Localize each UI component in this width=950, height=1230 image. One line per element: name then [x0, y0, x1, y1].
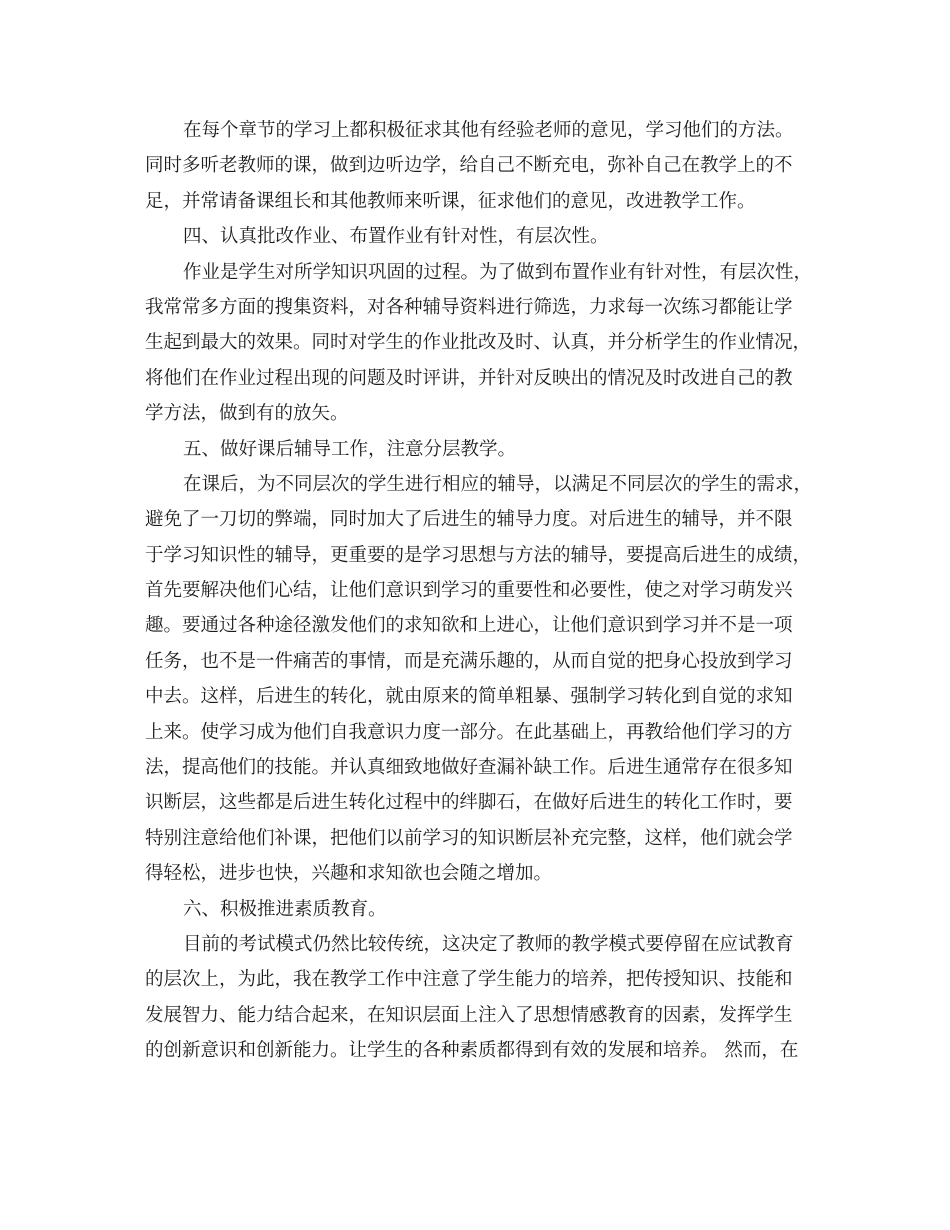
section-heading: 六、积极推进素质教育。 [183, 898, 387, 920]
text-line: 上来。使学习成为他们自我意识力度一部分。在此基础上，再教给他们学习的方 [145, 721, 793, 743]
text-line: 足，并常请备课组长和其他教师来听课，征求他们的意见，改进教学工作。 [145, 190, 756, 212]
text-line: 避免了一刀切的弊端，同时加大了后进生的辅导力度。对后进生的辅导，并不限 [145, 509, 793, 531]
text-line: 的创新意识和创新能力。让学生的各种素质都得到有效的发展和培养。 然而，在 [145, 1040, 799, 1062]
text-line: 发展智力、能力结合起来，在知识层面上注入了思想情感教育的因素，发挥学生 [145, 1004, 793, 1026]
text-line: 在课后，为不同层次的学生进行相应的辅导，以满足不同层次的学生的需求， [183, 473, 813, 495]
text-line: 趣。要通过各种途径激发他们的求知欲和上进心，让他们意识到学习并不是一项 [145, 615, 793, 637]
text-line: 在每个章节的学习上都积极征求其他有经验老师的意见，学习他们的方法。 [183, 120, 794, 141]
text-line: 作业是学生对所学知识巩固的过程。为了做到布置作业有针对性，有层次性， [183, 261, 813, 283]
text-line: 法，提高他们的技能。并认真细致地做好查漏补缺工作。后进生通常存在很多知 [145, 757, 793, 779]
text-line: 首先要解决他们心结，让他们意识到学习的重要性和必要性，使之对学习萌发兴 [145, 580, 793, 602]
text-line: 学方法，做到有的放矢。 [145, 403, 349, 425]
text-line: 识断层，这些都是后进生转化过程中的绊脚石，在做好后进生的转化工作时，要 [145, 792, 793, 814]
text-line: 于学习知识性的辅导，更重要的是学习思想与方法的辅导，要提高后进生的成绩， [145, 544, 812, 566]
text-line: 特别注意给他们补课，把他们以前学习的知识断层补充完整，这样，他们就会学 [145, 827, 793, 849]
text-line: 生起到最大的效果。同时对学生的作业批改及时、认真，并分析学生的作业情况， [145, 332, 812, 354]
text-line: 同时多听老教师的课，做到边听边学，给自己不断充电，弥补自己在教学上的不 [145, 155, 793, 177]
section-heading: 五、做好课后辅导工作，注意分层教学。 [183, 438, 517, 460]
text-line: 目前的考试模式仍然比较传统，这决定了教师的教学模式要停留在应试教育 [183, 933, 794, 955]
text-line: 任务，也不是一件痛苦的事情，而是充满乐趣的，从而自觉的把身心投放到学习 [145, 650, 793, 672]
section-heading: 四、认真批改作业、布置作业有针对性，有层次性。 [183, 226, 609, 248]
text-line: 我常常多方面的搜集资料，对各种辅导资料进行筛选，力求每一次练习都能让学 [145, 296, 793, 318]
text-line: 得轻松，进步也快，兴趣和求知欲也会随之增加。 [145, 863, 553, 885]
document-body [145, 113, 813, 1069]
text-line: 将他们在作业过程出现的问题及时评讲，并针对反映出的情况及时改进自己的教 [145, 367, 793, 389]
text-line: 的层次上，为此，我在教学工作中注意了学生能力的培养，把传授知识、技能和 [145, 969, 793, 991]
text-line: 中去。这样，后进生的转化，就由原来的简单粗暴、强制学习转化到自觉的求知 [145, 686, 793, 708]
